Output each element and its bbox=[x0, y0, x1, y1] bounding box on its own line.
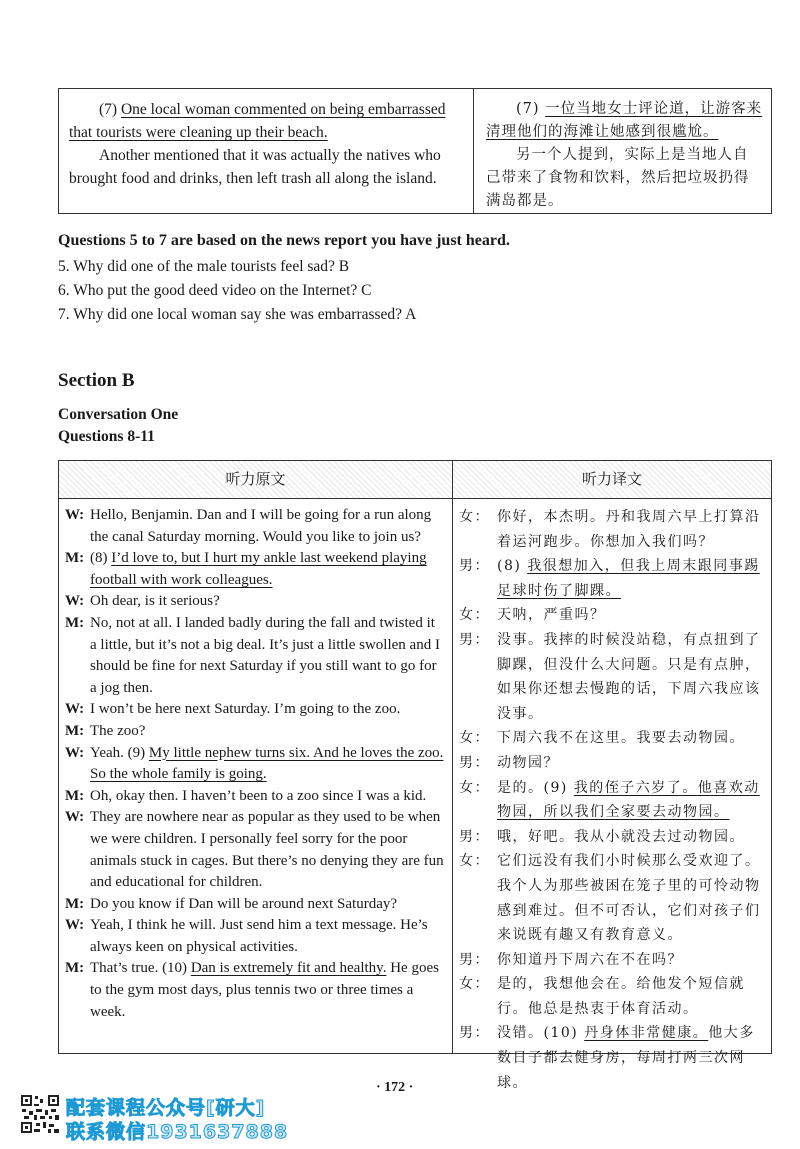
utterance-text: 没错。(10) bbox=[497, 1025, 585, 1042]
answer-underline: One local woman commented on being embarrassed that tourists were cleaning up their beach. bbox=[69, 101, 446, 141]
answer-underline: 我很想加入，但我上周末跟同事踢足球时伤了脚踝。 bbox=[497, 558, 760, 599]
speaker-label: 女： bbox=[459, 509, 490, 525]
utterance: 天呐，严重吗？ bbox=[497, 607, 606, 624]
utterance: 它们远没有我们小时候那么受欢迎了。我个人为那些被困在笼子里的可怜动物感到难过。但不可否认，它们对孩子们来说既有趣又有教育意义。 bbox=[497, 853, 761, 944]
utterance: Hello, Benjamin. Dan and I will be going for a run along the canal Saturday morning. Would you like to join us? bbox=[90, 507, 432, 545]
dialogue-turn bbox=[459, 972, 765, 1021]
questions-heading: Questions 5 to 7 are based on the news report you have just heard. bbox=[58, 232, 510, 249]
utterance-text: (8) bbox=[497, 558, 528, 575]
dialogue-turn bbox=[65, 699, 444, 721]
dialogue-turn bbox=[65, 548, 444, 591]
speaker-label: 男： bbox=[459, 951, 490, 968]
speaker-label: 女： bbox=[459, 607, 490, 624]
dialogue-turn bbox=[65, 505, 444, 548]
dialogue-turn bbox=[65, 613, 444, 699]
speaker-label: M: bbox=[65, 895, 85, 912]
speaker-label: M: bbox=[65, 550, 85, 567]
utterance bbox=[90, 743, 444, 786]
speaker-label: 男： bbox=[459, 828, 490, 845]
speaker-label: W: bbox=[65, 809, 85, 826]
speaker-label: 男： bbox=[459, 631, 490, 648]
utterance: 你知道丹下周六在不在吗？ bbox=[497, 951, 683, 968]
english-dialogue bbox=[59, 499, 452, 1023]
page-number: · 172 · bbox=[376, 1080, 414, 1095]
section-title: Section B bbox=[58, 370, 135, 391]
answer-underline: I’d love to, but I hurt my ankle last weekend playing football with work colleagues. bbox=[90, 550, 427, 588]
translation-table-q7 bbox=[58, 88, 772, 214]
speaker-label: W: bbox=[65, 507, 85, 523]
dialogue-turn bbox=[459, 554, 765, 603]
speaker-label: W: bbox=[65, 701, 85, 718]
utterance: 下周六我不在这里。我要去动物园。 bbox=[497, 730, 745, 747]
utterance bbox=[497, 776, 765, 825]
speaker-label: 男： bbox=[459, 754, 490, 771]
utterance: Yeah, I think he will. Just send him a text message. He’s always keen on physical activities. bbox=[90, 917, 428, 955]
chinese-paragraph-1: (7) 一位当地女士评论道，让游客来清理他们的海滩让她感到很尴尬。 bbox=[486, 101, 763, 140]
header-original: 听力原文 bbox=[59, 461, 452, 499]
dialogue-turn bbox=[459, 776, 765, 825]
speaker-label: 女： bbox=[459, 779, 490, 796]
chinese-cell bbox=[474, 89, 771, 213]
utterance: No, not at all. I landed badly during the fall and twisted it a little, but it’s not a big deal. It’s just a little swollen and I should be fine for next Saturday if you still want to go for a jog then. bbox=[90, 614, 440, 696]
header-translation: 听力译文 bbox=[453, 461, 771, 499]
english-cell bbox=[59, 89, 474, 213]
conversation-title: Conversation One bbox=[58, 406, 179, 423]
utterance: 没事。我摔的时候没站稳，有点扭到了脚踝，但没什么大问题。只是有点肿，如果你还想去慢跑的话，下周六我应该没事。 bbox=[497, 631, 761, 722]
speaker-label: 女： bbox=[459, 976, 490, 993]
speaker-label: W: bbox=[65, 917, 85, 934]
utterance: Oh dear, is it serious? bbox=[90, 593, 220, 610]
utterance bbox=[497, 1021, 765, 1095]
dialogue-turn bbox=[65, 786, 444, 808]
speaker-label: W: bbox=[65, 744, 85, 761]
transcript-english-column bbox=[59, 461, 453, 1053]
watermark-line-2: 联系微信1931637888 bbox=[66, 1121, 289, 1143]
dialogue-turn bbox=[459, 849, 765, 947]
dialogue-turn bbox=[459, 726, 765, 751]
utterance bbox=[90, 958, 444, 1023]
utterance: Do you know if Dan will be around next Saturday? bbox=[90, 895, 398, 912]
utterance: 动物园？ bbox=[497, 754, 559, 771]
dialogue-turn bbox=[65, 915, 444, 958]
dialogue-turn bbox=[459, 603, 765, 628]
utterance bbox=[90, 548, 444, 591]
utterance-text: That’s true. (10) bbox=[90, 960, 191, 977]
dialogue-turn bbox=[459, 628, 765, 726]
dialogue-turn bbox=[65, 721, 444, 743]
utterance: Oh, okay then. I haven’t been to a zoo since I was a kid. bbox=[90, 787, 427, 804]
speaker-label: M: bbox=[65, 787, 85, 804]
chinese-dialogue bbox=[453, 499, 771, 1095]
speaker-label: 女： bbox=[459, 853, 490, 870]
answer-underline: 丹身体非常健康。 bbox=[584, 1025, 709, 1042]
dialogue-turn bbox=[459, 825, 765, 850]
answer-underline: 我的侄子六岁了。他喜欢动物园，所以我们全家要去动物园。 bbox=[497, 779, 760, 821]
transcript-chinese-column bbox=[453, 461, 771, 1091]
english-paragraph-1: (7) One local woman commented on being embarrassed that tourists were cleaning up their beach. bbox=[69, 101, 446, 141]
answer-underline: 一位当地女士评论道，让游客来清理他们的海滩让她感到很尴尬。 bbox=[486, 101, 763, 140]
answer-underline: Dan is extremely fit and healthy. bbox=[190, 960, 387, 977]
question-5: 5. Why did one of the male tourists feel sad? B bbox=[58, 258, 350, 275]
answer-underline: My little nephew turns six. And he loves the zoo. So the whole family is going. bbox=[90, 744, 444, 783]
question-6: 6. Who put the good deed video on the Internet? C bbox=[58, 282, 372, 299]
utterance-text: 是的。(9) bbox=[497, 779, 574, 796]
utterance: 哦，好吧。我从小就没去过动物园。 bbox=[497, 828, 745, 845]
dialogue-turn bbox=[459, 751, 765, 776]
question-range: Questions 8-11 bbox=[58, 428, 155, 445]
speaker-label: M: bbox=[65, 722, 85, 739]
dialogue-turn bbox=[459, 1021, 765, 1095]
speaker-label: M: bbox=[65, 614, 85, 631]
utterance-text: Yeah. (9) bbox=[90, 744, 149, 761]
qr-code-icon bbox=[20, 1094, 60, 1134]
utterance-text: 他大多数日子都去健身房，每周打两三次网球。 bbox=[497, 1025, 755, 1091]
speaker-label: M: bbox=[65, 960, 85, 977]
utterance: I won’t be here next Saturday. I’m going to the zoo. bbox=[90, 701, 401, 718]
utterance: 你好，本杰明。丹和我周六早上打算沿着运河跑步。你想加入我们吗？ bbox=[497, 509, 761, 550]
watermark-line-1: 配套课程公众号[研大] bbox=[66, 1097, 266, 1119]
question-7: 7. Why did one local woman say she was embarrassed? A bbox=[58, 306, 417, 323]
dialogue-turn bbox=[65, 894, 444, 916]
utterance bbox=[497, 554, 765, 603]
utterance: The zoo? bbox=[90, 722, 146, 739]
dialogue-turn bbox=[459, 948, 765, 973]
dialogue-turn bbox=[65, 958, 444, 1023]
dialogue-turn bbox=[65, 591, 444, 613]
english-paragraph-2: Another mentioned that it was actually the natives who brought food and drinks, then left trash all along the island. bbox=[69, 147, 441, 187]
dialogue-turn bbox=[65, 807, 444, 893]
speaker-label: W: bbox=[65, 593, 85, 610]
speaker-label: 男： bbox=[459, 1025, 490, 1042]
dialogue-turn bbox=[65, 743, 444, 786]
speaker-label: 女： bbox=[459, 730, 490, 747]
dialogue-turn bbox=[459, 505, 765, 554]
speaker-label: 男： bbox=[459, 558, 490, 575]
utterance-text: He goes to the gym most days, plus tennis two or three times a week. bbox=[90, 960, 439, 1020]
chinese-paragraph-2: 另一个人提到，实际上是当地人自己带来了食物和饮料，然后把垃圾扔得满岛都是。 bbox=[486, 147, 750, 209]
utterance: They are nowhere near as popular as they used to be when we were children. I personally feel sorry for the poor animals stuck in cages. But there’s no denying they are fun and educational for children. bbox=[90, 809, 444, 891]
utterance: 是的，我想他会在。给他发个短信就行。他总是热衷于体育活动。 bbox=[497, 976, 745, 1017]
utterance-text: (8) bbox=[90, 550, 112, 567]
